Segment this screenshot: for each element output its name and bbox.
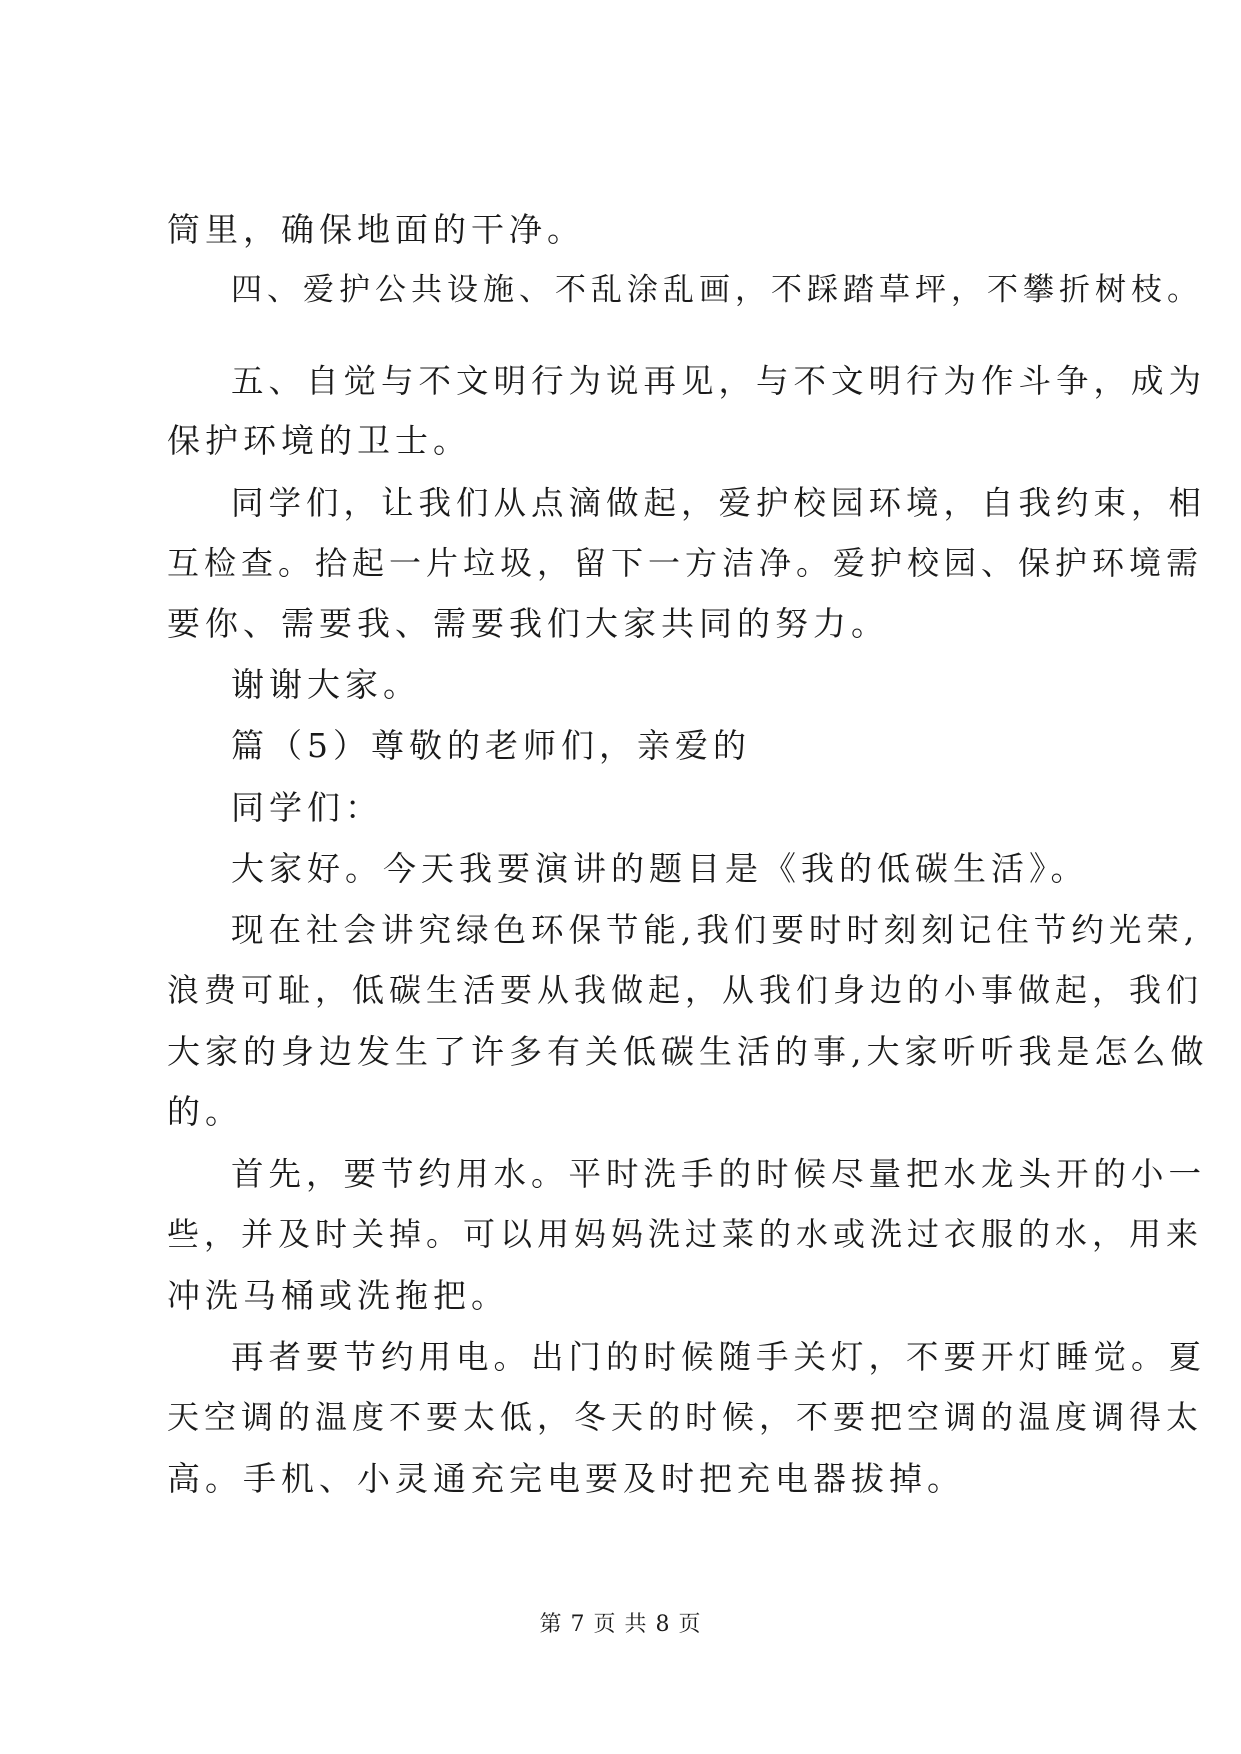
text-line: 首先，要节约用水。平时洗手的时候尽量把水龙头开的小一 [231, 1155, 1207, 1193]
text-line: 四、爱护公共设施、不乱涂乱画，不踩踏草坪，不攀折树枝。 [231, 272, 1203, 308]
text-line: 篇（5）尊敬的老师们，亲爱的 [231, 726, 751, 765]
text-line: 再者要节约用电。出门的时候随手关灯，不要开灯睡觉。夏 [231, 1338, 1207, 1376]
text-line: 大家好。今天我要演讲的题目是《我的低碳生活》。 [231, 849, 1089, 888]
text-line: 冲洗马桶或洗拖把。 [167, 1276, 509, 1315]
text-line: 五、自觉与不文明行为说再见，与不文明行为作斗争，成为 [231, 362, 1207, 400]
text-line: 些，并及时关掉。可以用妈妈洗过菜的水或洗过衣服的水，用来 [167, 1215, 1204, 1253]
text-line: 要你、需要我、需要我们大家共同的努力。 [167, 604, 889, 643]
text-line: 保护环境的卫士。 [167, 421, 471, 460]
text-line: 的。 [167, 1092, 243, 1131]
text-line: 筒里，确保地面的干净。 [167, 210, 585, 249]
text-line: 浪费可耻，低碳生活要从我做起，从我们身边的小事做起，我们 [167, 971, 1204, 1009]
text-line: 同学们，让我们从点滴做起，爱护校园环境，自我约束，相 [231, 484, 1207, 522]
text-line: 大家的身边发生了许多有关低碳生活的事,大家听听我是怎么做 [167, 1032, 1209, 1071]
text-line: 互检查。拾起一片垃圾，留下一方洁净。爱护校园、保护环境需 [167, 544, 1204, 582]
text-line: 现在社会讲究绿色环保节能,我们要时时刻刻记住节约光荣, [231, 911, 1200, 949]
page-number: 第 7 页 共 8 页 [539, 1612, 702, 1637]
text-line: 谢谢大家。 [231, 665, 421, 704]
text-line: 天空调的温度不要太低，冬天的时候，不要把空调的温度调得太 [167, 1398, 1204, 1436]
text-line: 高。手机、小灵通充完电要及时把充电器拔掉。 [167, 1459, 965, 1498]
text-line: 同学们： [231, 788, 383, 827]
